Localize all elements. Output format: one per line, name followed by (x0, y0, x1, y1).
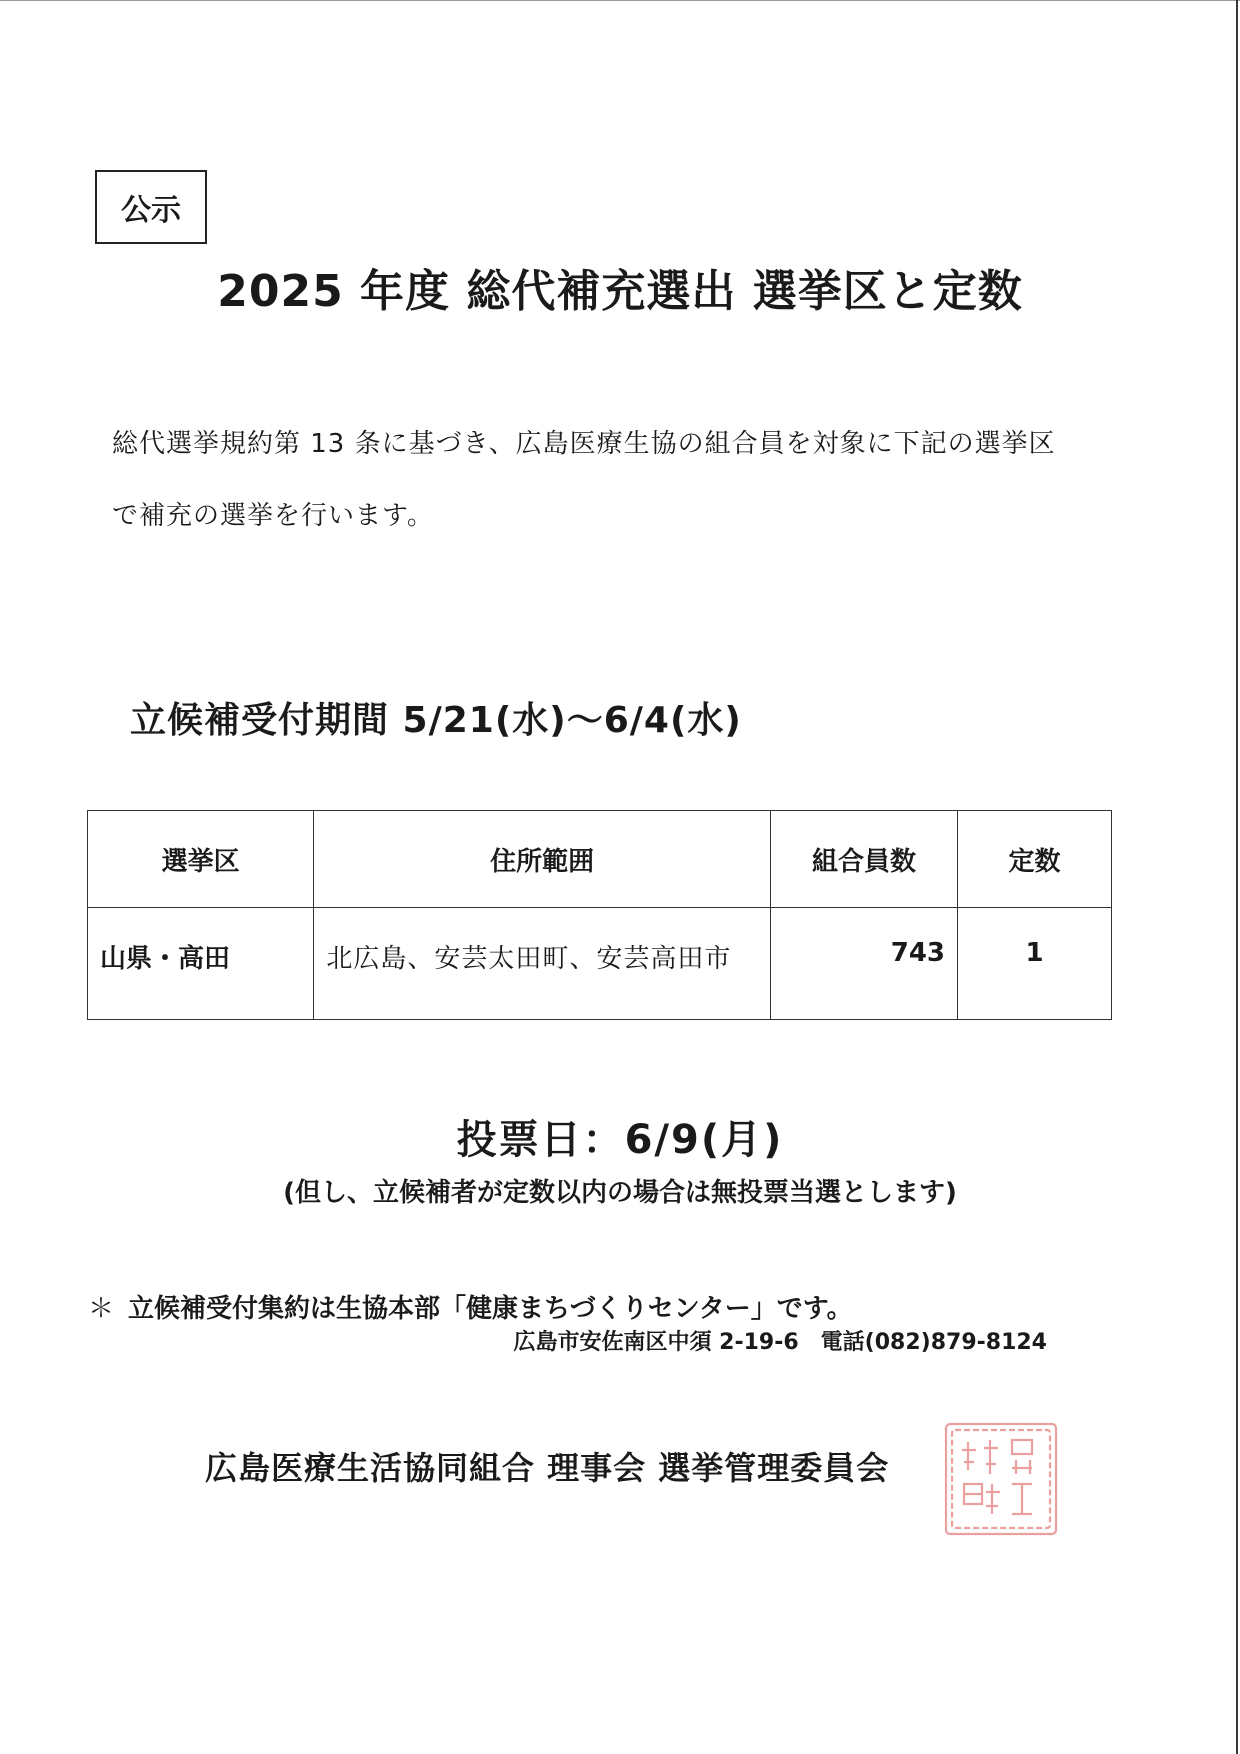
notice-label: 公示 (95, 170, 207, 244)
phone-text: 電話(082)879-8124 (820, 1330, 1047, 1355)
district-table (87, 810, 1112, 1020)
intro-paragraph (112, 408, 1132, 552)
header-members: 組合員数 (770, 811, 957, 908)
voting-note: (但し、立候補者が定数以内の場合は無投票当選とします) (283, 1178, 957, 1208)
table-header-row (88, 811, 1112, 908)
official-seal-stamp (940, 1418, 1062, 1540)
seal-marks (946, 1424, 1056, 1534)
reception-note (88, 1288, 853, 1325)
cell-quota: 1 (958, 908, 1112, 1020)
asterisk-marker: ＊ (88, 1294, 115, 1324)
cell-district: 山県・高田 (88, 908, 314, 1020)
reception-text: 立候補受付集約は生協本部「健康まちづくりセンター」です。 (128, 1294, 853, 1324)
scan-edge-top (0, 0, 1240, 1)
header-address-range: 住所範囲 (314, 811, 771, 908)
candidacy-period: 立候補受付期間 5/21(水)～6/4(水) (130, 700, 742, 741)
contact-line (514, 1325, 1047, 1356)
table-row (88, 908, 1112, 1020)
header-quota: 定数 (958, 811, 1112, 908)
address-text: 広島市安佐南区中須 2-19-6 (513, 1330, 799, 1355)
voting-day: 投票日：6/9(月) (456, 1117, 784, 1163)
page-title: 2025 年度 総代補充選出 選挙区と定数 (217, 266, 1023, 317)
organization-name: 広島医療生活協同組合 理事会 選挙管理委員会 (205, 1449, 890, 1487)
cell-members: 743 (770, 908, 957, 1020)
intro-line-1: 総代選挙規約第 13 条に基づき、広島医療生協の組合員を対象に下記の選挙区 (112, 429, 1056, 459)
intro-line-2: で補充の選挙を行います。 (112, 501, 434, 531)
header-district: 選挙区 (88, 811, 314, 908)
cell-address-range: 北広島、安芸太田町、安芸高田市 (314, 908, 771, 1020)
